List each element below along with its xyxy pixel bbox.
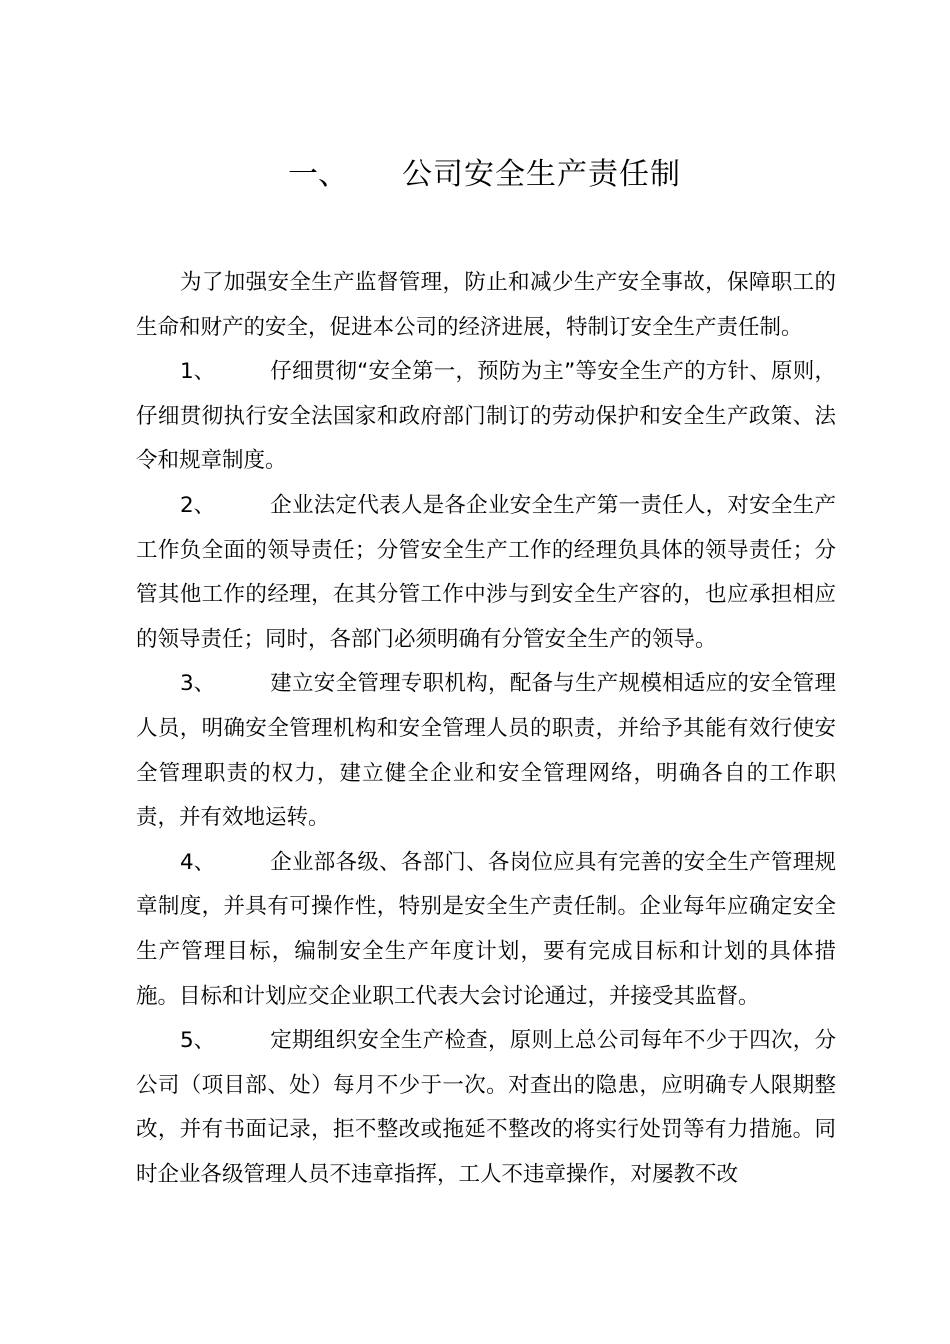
item-number: 2、 xyxy=(180,492,216,518)
document-body xyxy=(136,261,836,1197)
item-text: 仔细贯彻“安全第一，预防为主”等安全生产的方针、原则，仔细贯彻执行安全法国家和政府部门制订的劳动保护和安全生产政策、法令和规章制度。 xyxy=(136,359,836,474)
list-item xyxy=(136,350,836,484)
document-title xyxy=(0,148,950,202)
intro-paragraph: 为了加强安全生产监督管理，防止和减少生产安全事故，保障职工的生命和财产的安全，促进本公司的经济进展，特制订安全生产责任制。 xyxy=(136,270,836,340)
item-number: 5、 xyxy=(180,1028,216,1054)
item-number: 4、 xyxy=(180,849,216,875)
list-item xyxy=(136,662,836,840)
item-text: 企业法定代表人是各企业安全生产第一责任人，对安全生产工作负全面的领导责任；分管安全生产工作的经理负具体的领导责任；分管其他工作的经理，在其分管工作中涉与到安全生产容的，也应承担相应的领导责任；同时，各部门必须明确有分管安全生产的领导。 xyxy=(136,492,836,652)
item-text: 企业部各级、各部门、各岗位应具有完善的安全生产管理规章制度，并具有可操作性，特别是安全生产责任制。企业每年应确定安全生产管理目标，编制安全生产年度计划，要有完成目标和计划的具体措施。目标和计划应交企业职工代表大会讨论通过，并接受其监督。 xyxy=(136,849,836,1009)
item-text: 定期组织安全生产检查，原则上总公司每年不少于四次，分公司（项目部、处）每月不少于一次。对查出的隐患，应明确专人限期整改，并有书面记录，拒不整改或拖延不整改的将实行处罚等有力措施。同时企业各级管理人员不违章指挥，工人不违章操作，对屡教不改 xyxy=(136,1028,836,1187)
list-item xyxy=(136,484,836,662)
item-text: 建立安全管理专职机构，配备与生产规模相适应的安全管理人员，明确安全管理机构和安全管理人员的职责，并给予其能有效行使安全管理职责的权力，建立健全企业和安全管理网络，明确各自的工作职责，并有效地运转。 xyxy=(136,671,836,831)
title-text: 公司安全生产责任制 xyxy=(402,157,681,192)
item-number: 3、 xyxy=(180,671,216,697)
item-number: 1、 xyxy=(180,359,216,385)
title-number: 一、 xyxy=(288,157,348,192)
list-item xyxy=(136,841,836,1019)
list-item xyxy=(136,1019,836,1197)
